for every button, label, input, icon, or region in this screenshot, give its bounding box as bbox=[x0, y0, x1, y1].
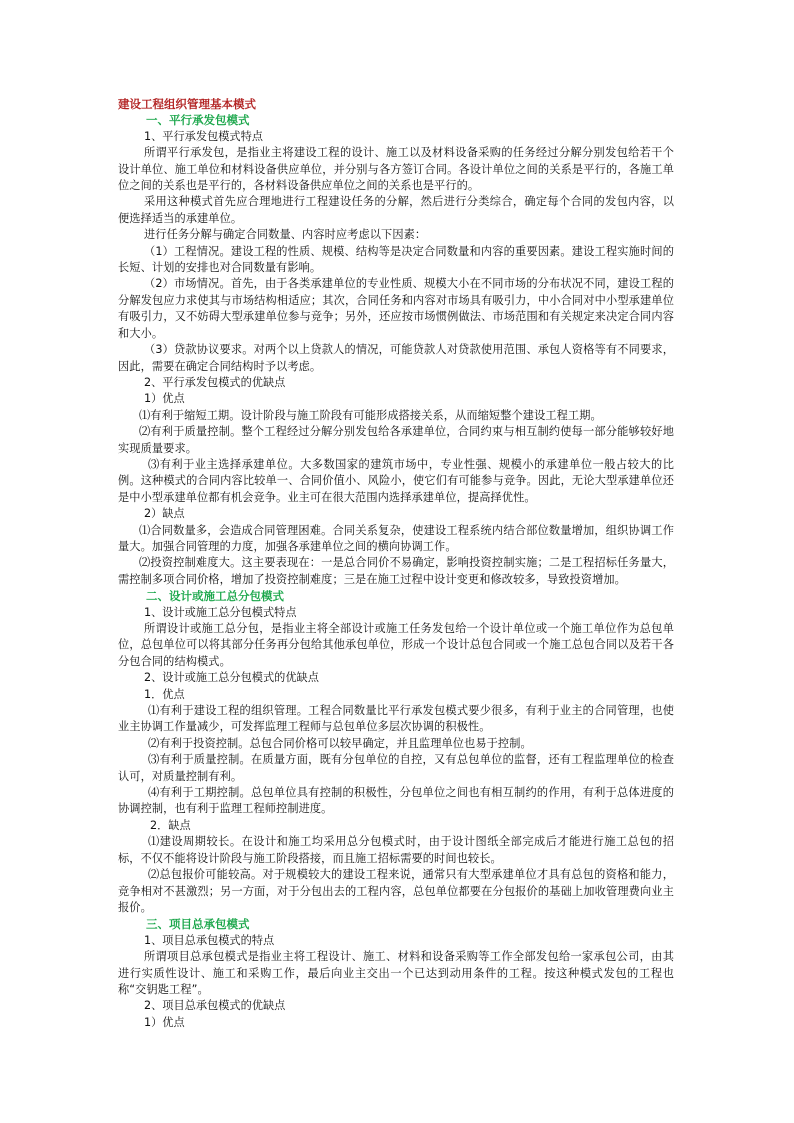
paragraph: 所谓设计或施工总分包，是指业主将全部设计或施工任务发包给一个设计单位或一个施工单位作为总包单位，总包单位可以将其部分任务再分包给其他承包单位，形成一个设计总包合同或一个施工总包合同以及若干各分包合同的结构模式。 bbox=[118, 622, 674, 668]
advantage-item: ⑶有利于质量控制。在质量方面，既有分包单位的自控，又有总包单位的监督，还有工程监理单位的检查认可，对质量控制有利。 bbox=[118, 753, 674, 783]
paragraph: 进行任务分解与确定合同数量、内容时应考虑以下因素： bbox=[144, 228, 427, 242]
advantage-item: ⑵有利于质量控制。整个工程经过分解分别发包给各承建单位，合同约束与相互制约使每一部分能够较好地实现质量要求。 bbox=[118, 425, 674, 455]
subheading: 2、平行承发包模式的优缺点 bbox=[144, 375, 286, 389]
advantages-label: 1．优点 bbox=[144, 687, 185, 701]
section-heading-project-contract: 三、项目总承包模式 bbox=[146, 917, 250, 932]
disadvantages-label: 2．缺点 bbox=[150, 818, 191, 832]
advantage-item: ⑵有利于投资控制。总包合同价格可以较早确定，并且监理单位也易于控制。 bbox=[148, 736, 532, 750]
advantage-item: ⑷有利于工期控制。总包单位具有控制的积极性，分包单位之间也有相互制约的作用，有利于总体进度的协调控制，也有利于监理工程师控制进度。 bbox=[118, 786, 674, 816]
subheading: 2、项目总承包模式的优缺点 bbox=[144, 999, 286, 1013]
factor-item: （2）市场情况。首先，由于各类承建单位的专业性质、规模大小在不同市场的分布状况不同，建设工程的分解发包应力求使其与市场结构相适应；其次，合同任务和内容对市场具有吸引力，中小合同对中小型承建单位有吸引力，又不妨碍大型承建单位参与竞争；另外，还应按市场惯例做法、市场范围和有关规定来决定合同内容和大小。 bbox=[118, 277, 674, 340]
subheading: 1、项目总承包模式的特点 bbox=[144, 933, 275, 947]
disadvantage-item: ⑴合同数量多，会造成合同管理困难。合同关系复杂，使建设工程系统内结合部位数量增加，组织协调工作量大。加强合同管理的力度，加强各承建单位之间的横向协调工作。 bbox=[118, 523, 674, 553]
advantage-item: ⑴有利于缩短工期。设计阶段与施工阶段有可能形成搭接关系，从而缩短整个建设工程工期。 bbox=[139, 408, 602, 422]
disadvantages-label: 2）缺点 bbox=[144, 507, 185, 521]
paragraph: 所谓平行承发包，是指业主将建设工程的设计、施工以及材料设备采购的任务经过分解分别发包给若干个设计单位、施工单位和材料设备供应单位，并分别与各方签订合同。各设计单位之间的关系是平行的，各施工单位之间的关系也是平行的，各材料设备供应单位之间的关系也是平行的。 bbox=[118, 146, 674, 193]
factor-item: （3）贷款协议要求。对两个以上贷款人的情况，可能贷款人对贷款使用范围、承包人资格等有不同要求，因此，需要在确定合同结构时予以考虑。 bbox=[118, 343, 674, 373]
factor-item: （1）工程情况。建设工程的性质、规模、结构等是决定合同数量和内容的重要因素。建设工程实施时间的长短、计划的安排也对合同数量有影响。 bbox=[118, 244, 674, 275]
advantage-item: ⑶有利于业主选择承建单位。大多数国家的建筑市场中，专业性强、规模小的承建单位一般占较大的比例。这种模式的合同内容比较单一、合同价值小、风险小，使它们有可能参与竞争。因此，无论大型承建单位还是中小型承建单位都有机会竞争。业主可在很大范围内选择承建单位，提高择优性。 bbox=[118, 457, 674, 504]
advantages-label: 1）优点 bbox=[144, 1015, 185, 1029]
section-heading-parallel: 一、平行承发包模式 bbox=[146, 113, 250, 128]
subheading: 2、设计或施工总分包模式的优缺点 bbox=[144, 671, 319, 685]
paragraph: 所谓项目总承包模式是指业主将工程设计、施工、材料和设备采购等工作全部发包给一家承包公司，由其进行实质性设计、施工和采购工作，最后向业主交出一个已达到动用条件的工程。按这种模式发包的工程也称“交钥匙工程”。 bbox=[118, 950, 674, 996]
advantage-item: ⑴有利于建设工程的组织管理。工程合同数量比平行承发包模式要少很多，有利于业主的合同管理，也使业主协调工作量减少，可发挥监理工程师与总包单位多层次协调的积极性。 bbox=[118, 704, 674, 734]
paragraph: 采用这种模式首先应合理地进行工程建设任务的分解，然后进行分类综合，确定每个合同的发包内容，以便选择适当的承建单位。 bbox=[118, 195, 674, 225]
disadvantage-item: ⑵投资控制难度大。这主要表现在：一是总合同价不易确定，影响投资控制实施；二是工程招标任务量大，需控制多项合同价格，增加了投资控制难度；三是在施工过程中设计变更和修改较多，导致投资增加。 bbox=[118, 556, 674, 586]
disadvantage-item: ⑵总包报价可能较高。对于规模较大的建设工程来说，通常只有大型承建单位才具有总包的资格和能力，竞争相对不甚激烈；另一方面，对于分包出去的工程内容，总包单位都要在分包报价的基础上加收管理费向业主报价。 bbox=[118, 868, 674, 914]
document-body bbox=[118, 96, 674, 1031]
disadvantage-item: ⑴建设周期较长。在设计和施工均采用总分包模式时，由于设计图纸全部完成后才能进行施工总包的招标，不仅不能将设计阶段与施工阶段搭接，而且施工招标需要的时间也较长。 bbox=[118, 835, 674, 865]
subheading: 1、设计或施工总分包模式特点 bbox=[144, 605, 297, 619]
advantages-label: 1）优点 bbox=[144, 392, 185, 406]
subheading: 1、平行承发包模式特点 bbox=[144, 129, 263, 143]
section-heading-general-contract: 二、设计或施工总分包模式 bbox=[146, 589, 284, 604]
document-title: 建设工程组织管理基本模式 bbox=[118, 97, 256, 111]
